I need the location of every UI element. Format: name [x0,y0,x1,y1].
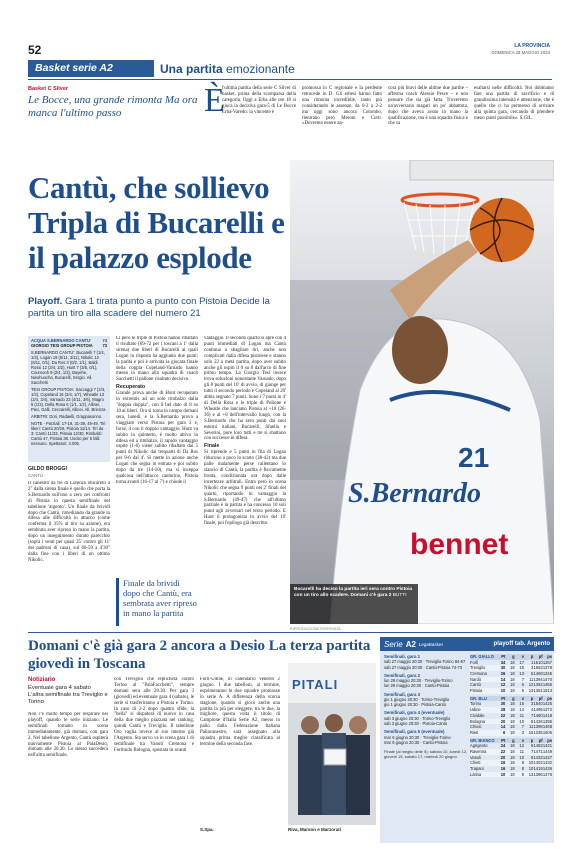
team-name: Torino [470,701,482,707]
second-deck: Eventuale gara 4 sabato L'altra semifinale tra Treviglio e Torino [28,685,108,705]
standings-cell: 18 [510,724,515,730]
standings-cell: 15 [528,729,534,735]
playoff-title-league: LegaBasket [418,641,443,647]
standings-cell: 10 [519,718,524,724]
game-line: mar 6 giugno 20:30 · Cantù-Pistoia [384,739,448,745]
team-name: Bologna [470,718,486,724]
standings-cell: 34 [500,659,506,665]
second-headline: Domani c'è già gara 2 ancora a Desio La terza partita giovedì in Toscana [28,638,371,672]
standings-cell: 1510 [533,659,543,665]
second-col-2: con Treviglio che replicherà contro Torino al "PalaFacchetti", sempre domani sera alle 20.30. Per gara 3 (giovedì) ed eventuale gara 4 (sabato), le serie si trasferiranno a Pistoia e Torino. In caso di 2-2 dopo quattro sfide, la "bella" si disputerà di nuovo in casa della due meglio piazzata nel ranking, quindi Cantù e Treviglio. Il tabellone Oro vaglia invece al suo interno già l'Argento. Sta servo va in scena gara 1 di semifinale tra Vanoli Cremona e Fortitudo Bologna, spostata in avanti [114,677,194,753]
standings-cell: 1335 [533,729,543,735]
main-sub-rest: Gara 1 tirata punto a punto con Pistoia Decide la partita un tiro alla scadere del numero 21 [28,296,270,319]
standings-cell: 18 [510,682,515,688]
team-name: Cantù [470,682,481,688]
standings-cell: 18 [510,760,515,766]
standings-col-header: ps [547,695,552,701]
standings-cell: 1468 [542,724,552,730]
jersey-sponsor: S.Bernardo [348,478,482,509]
team-name: Rieti [470,729,479,735]
standings-cell: 1378 [542,665,552,671]
main-col-1: Il canestro da tre di Lorenzo Bucarelli a 2" dalla sirena finale è quello che porta la S.Bernardo sull'uno a zero nei confronti di Pistoia in questa semifinale del tabellone 'argento'. Un finale da brividi dopo che Cantù, rimediando da grande in difesa alle difficoltà in attacco (come conferma il 35% al tiro su azione), era sembrata aver ripreso in mano la partita, dopo un inseguimento durato parecchio (sopra i venti per quasi 25' contro gli 11' dei padroni di casa), sul 66-59 a 4'30" dalla fine con i liberi di un ottimo Nikolic. [28,481,110,563]
standings-cell: 8 [531,754,534,760]
standings-cell: 1506 [542,729,552,735]
page-number: 52 [28,43,42,57]
standings-cell: 30 [500,701,506,707]
standings-cell: 10 [528,766,534,772]
team-name: Udine [470,707,481,713]
standings-cell: 13 [528,771,534,777]
standings-cell: 1540 [533,701,543,707]
main-col-2b: Grande prova anche di Hunt recuperato in extremis ad un solo rimbalzo dalla "doppia doppia", con il bel dato di 8 su 10 al liberi. Ora si torna in campo domani sera, lunedì, e la S.Bernardo prova a viaggiare verso Pistoia per gara 3 e, forse, 4 con il doppio vantaggio. Hunt va subito in quintetto, è molto attivo in difesa ed a rimbalzo, il rapido vantaggio ospite (1-6) viene subito ribaltato dai 5 punti di Nikolic dai trequarti di Da Ros per 9-6 dal 4'. Si mette in azione anche Logan che segna in entrata e poi subito dopo da tre (14-10), ma si inceppa qualcosa nell'attacco canturino, Pistoia torna avanti (16-17 al 7') e chiude il [116,391,198,485]
standings-cell: 14 [500,676,506,682]
standings-cell: 1427 [542,754,552,760]
standings-cell: 18 [510,771,515,777]
box-home-score: 74 [102,338,107,343]
main-subheadline [28,296,293,320]
standings-cell: 1495 [533,707,543,713]
team-name: Treviglio [470,665,486,671]
standings-cell: 1267 [542,659,552,665]
standings-cell: 1432 [542,760,552,766]
team-name: Latina [470,771,482,777]
standings-cell: 10 [519,754,524,760]
standings-cell: 18 [510,671,515,676]
standings-cell: 18 [510,718,515,724]
game-line: sab 27 maggio 20:30 · Cantù-Pistoia 74-73 [384,664,463,670]
standings-cell: 13 [528,688,534,694]
standings-cell: 18 [510,743,515,749]
box-home-team: ACQUA S.BERNARDO CANTU' [31,338,91,343]
game-line: lun 29 maggio 20:30 · Treviglio-Torino [384,678,453,684]
standings-cell: 1426 [533,718,543,724]
standings-cell: 18 [510,712,515,718]
standings-cell: 1421 [542,743,552,749]
main-col-3-wrap [204,336,286,626]
standings-cell: 3 [531,665,534,671]
standings-cell: 1361 [533,688,543,694]
standings-cell: 1345 [542,671,552,676]
standings-col-header: g [512,737,515,743]
team-name: Vanoli [470,754,482,760]
standings-cell: 16 [500,760,506,766]
playoff-title-a2: A2 [405,639,416,649]
player-head [392,316,448,384]
box-away-team: GIORGIO TESI GROUP PISTOIA [31,343,93,348]
standings-col-header: v [521,737,524,743]
standings-cell: 11 [529,724,534,730]
team-name: Trapani [470,766,484,772]
second-byline: S.Spa. [200,827,214,832]
standings-cell: 6 [521,682,524,688]
standings-cell: 18 [510,766,515,772]
basketball-icon [470,198,534,262]
standings [470,654,552,840]
standings-cell: 13 [519,671,524,676]
standings-row [470,730,552,736]
main-byline: GILDO BROGGI [28,466,67,472]
standings-col-header: v [521,695,524,701]
jersey-brand: bennet [410,528,509,561]
section-theme-bold: Una partita [160,62,223,76]
standings-cell: 11 [529,676,534,682]
team-name: Chieti [470,760,481,766]
standings-cell: 8 [531,718,534,724]
sub-recupero: Recuperato [116,384,146,391]
standings-cell: 1392 [533,682,543,688]
standings-cell: 1483 [533,743,543,749]
standings-row [470,688,552,694]
standings-cell: 18 [510,659,515,665]
photo-caption-box [290,584,418,624]
finals-note: Finale (al meglio delle 5): sabato 10, lunedì 12, giovedì 15, sabato 17, martedì 20 giugno. [384,749,468,760]
standings-group-name: GR. BLU [470,695,487,701]
standings-cell: 18 [510,729,515,735]
second-col-3: Forlì-Udine, in calendario venerdì 2 giugno. I due tabelloni, al termine, esprimeranno le due squadre promosse in serie A. A differenza della scorsa stagione, quando si giocò anche una partita in più per eleggere, tra le due, la migliore, questa volta il titolo di Campione d'Italia Serie A2, messo in palio dalla Federazione Italiana Pallacanestro, sarà assegnato alla squadra prima meglio classificata al termine della seconda fase. [200,677,280,747]
standings-cell: 1513 [542,688,552,694]
standings-cell: 1425 [542,701,552,707]
standings-col-header: pf [538,737,543,743]
sidebar-kicker: Basket C Silver [28,86,69,92]
standings-cell: 1386 [533,771,543,777]
standings-cell: 1398 [533,724,543,730]
sidebar-title: Le Bocce, una grande rimonta Ma ora manca l'ultimo passo [28,94,198,119]
standings-col-header: Pt [501,737,506,743]
standings-cell: 30 [500,665,506,671]
standings-cell: 5 [521,771,524,777]
team-name: Nardò [470,676,482,682]
standings-cell: 24 [500,743,506,749]
section-theme [160,61,295,77]
games-heading: Semifinali, gara 4 (eventuale) [384,710,445,716]
playoff-games [384,654,468,840]
standings-cell: 18 [510,688,515,694]
second-photo-sign: PITALI [292,677,339,692]
standings-cell: 3 [531,701,534,707]
standings-col-header: p [530,737,534,743]
standings-col-header: pf [538,654,543,659]
pullquote: Finale da brividi dopo che Cantù, era sembrata aver ripreso in mano la partita [123,578,197,618]
main-col-3b: Si riprende e 5 punti in fila di Logan riducono a poco lo scarto (38-42) ma due palle malamente perse rallentano lo slancio di Cantù, la partita è fisicamente brutta, condizionata ora dopo dalle incertezze arbitrali. Entra però in scena Nikolic che segna 9 punti nei 2' finali del quarto, riportando in vantaggio la S.Bernardo (49-47) che all'ultimo parziale è in partita e ha concesso 10 soli punti agli avversari nel terzo periodo. E Hunt il protagonista in avvio del 10' finale, poi l'epilogo già descritto. [204,450,286,527]
standings-cell: 20 [500,754,506,760]
standings-cell: 1395 [542,718,552,724]
team-name: Chiusi [470,724,482,730]
standings-cell: 6 [531,743,534,749]
sidebar-col-2: promossa in C regionale e la perdente retrocede in D. Gli erbesi hanno fatto una rimonta incredibile, tanto più considerando le assenze, da 0-2 a 2-2 ma oggi sono ancora Colombo, rientrano però Meroni e Corti. «Dovremo essere an- [302,86,382,127]
article-divider [28,632,552,633]
standings-cell: 18 [510,754,515,760]
box-away-score: 73 [102,343,107,348]
team-name: Ravenna [470,748,487,754]
standings-cell: 15 [519,665,524,671]
standings-cell: 8 [521,760,524,766]
section-theme-rest: emozionante [226,62,295,76]
main-col-3: vantaggio. Il secondo quarto si apre con 4 punti immediati di Logan ma Cantù continua a sbagliare tiri, anche non complicati dalla difesa pistoiese e stanno solo 22 a metà partita, dopo aver subito anche gli ospiti il 0 su 8 dall'arco di fine primo tempo. La Giorgio Tesi invece trova soluzioni nonostante Varnado, dopo gli 8 punti del 10' di avvio, di giunge per tutto il secondo periodo e Copeland al 20' abbia segnato 7 punti. Sono i 7 punti in 4' di Della Rosa e le triple di Pollone e Wheatle che lanciano Pistoia al +10 (26-36) e al +8 dell'intervallo lungo, con la S.Bernardo che ha zero punti dai suoi esterni italiani, Bucarelli, Sfaella e Severini, pure loro tutti e tre sì sbattono con successo in difesa. [204,336,286,442]
second-kicker: Notiziario [28,677,56,683]
standings-col-header: Pt [501,654,506,659]
playoff-title-right: playoff tab. Argento [493,641,550,647]
standings-cell: 1433 [533,754,543,760]
standings-cell: 8 [521,766,524,772]
standings-row [470,772,552,778]
second-photo [288,663,376,825]
standings-cell: 11 [519,748,524,754]
issue-date: DOMENICA 28 MAGGIO 2023 [491,50,550,55]
standings-cell: 10 [500,688,506,694]
playoff-title-serie: Serie [384,639,403,649]
standings-col-header: pf [538,695,543,701]
second-col-1: Non c'è molto tempo per respirare nei playoff, quando le serie iniziano. Le semifinali tornano in scena immediatamente, già domani, con gara 2. Nel tabellone Argento, Cantù ospiterà nuovamente Pistoia al PalaDesio, domani alle 20.30. Lo stesso succederà nell'altra semifinale, [28,712,108,759]
box-score [28,336,110,462]
sub-finale: Finale [204,443,220,450]
box-notes: NOTE - Parziali: 17-19, 31-39, 49-49. Tiri liberi: Cantù 20/26, Pistoia 11/14. Tiri da 3: Cantù 11/33, Pistoia 12/30. Rimbalzi: Cantù 47, Pistoia 38. Uscito per 5 falli: nessuno. Spettatori: 3.005. [31,421,106,446]
standings-cell: 5 [521,688,524,694]
main-headline: Cantù, che sollievo Tripla di Bucarelli e il palazzo esplode [28,170,285,275]
box-home-lines: S.BERNARDO CANTU': Bucarelli 7 (1/4, 1/3), Logan 19 (5/11, 3/11), Nikolic 12 (6/11, 0/1), Da Ros 3 (0/2, 1/1), Baldi Rossi 12 (3/4, 2/2), Hunt 7 (3/5, 0/1), Cournooh 9 (2/4, 1/3), Bayehe, Nwohuocha, Bucarelli, Sergio. All. Sacchetti [31,350,105,385]
box-away-lines: TESI GROUP PISTOIA: Saccaggi 7 (2/3, 1/3), Copeland 16 (3/4, 1/7), Wheatle 13 (2/4, 3/4), Varnado 23 (4/11, 3/6), Magro 6 (1/3), Della Rosa 6 (1/1, 1/2), Allinei, Paci, Galli, Ceccarelli, Allinei. All. Brienza [31,387,106,412]
standings-cell: 15 [519,701,524,707]
main-sub-lead: Playoff. [28,296,63,307]
standings-col-header: Pt [501,695,506,701]
standings-cell: 1418 [542,712,552,718]
standings-cell: 17 [519,659,524,665]
standings-cell: 1 [531,659,534,665]
pullquote-box [116,578,198,626]
standings-col-header: ps [547,654,552,659]
standings-cell: 1419 [533,766,543,772]
jersey-number: 21 [458,442,490,473]
standings-cell: 1456 [542,682,552,688]
standings-cell: 5 [531,671,534,676]
standings-col-header: v [521,654,524,659]
sidebar-dropcap: È [204,82,225,119]
game-line: mar 6 giugno 20:30 · Treviglio-Torino [384,734,451,740]
games-heading: Semifinali, gara 1 [384,654,421,659]
standings-cell: 20 [500,718,506,724]
photo-rights: RIPRODUZIONE RISERVATA [290,627,341,631]
standings-cell: 1468 [533,671,543,676]
standings-cell: 3 [521,729,524,735]
standings-group-name: GR. BIANCO [470,737,495,743]
standings-cell: 1471 [533,748,543,754]
standings-cell: 18 [510,707,515,713]
team-name: Cividale [470,712,485,718]
standings-cell: 7 [531,748,534,754]
team-name: Cremona [470,671,487,676]
standings-cell: 26 [500,671,506,676]
standings-cell: 14 [519,707,524,713]
box-away-row [31,343,107,348]
game-line: gio 1 giugno 20:30 · Pistoia-Cantù [384,702,446,708]
newspaper-name: LA PROVINCIA [514,43,550,49]
standings-cell: 18 [510,748,515,754]
team-name: Pistoia [470,688,483,694]
standings-cell: 12 [528,682,534,688]
standings-cell: 7 [521,676,524,682]
game-line: sab 27 maggio 20:30 · Treviglio-Torino 84-87 [384,659,466,665]
main-byline-place: CANTÙ [28,473,43,478]
standings-cell: 10 [528,760,534,766]
team-name: Agrigento [470,743,488,749]
standings-cell: 16 [500,766,506,772]
playoff-box-header [380,637,554,651]
game-line: gio 1 giugno 20:30 · Torino-Treviglio [384,697,450,703]
standings-col-header: p [530,695,534,701]
standings-cell: 28 [500,707,506,713]
standings-cell: 1372 [542,707,552,713]
photo-caption-credit: BUTTI [392,592,407,598]
main-photo [290,160,554,624]
sidebar-col-4: esaltarsi nelle difficoltà. Noi dobbiamo fare una partita di sacrificio e di grandissima intensità e attenzione, che è quello che ci ha permesso di arrivare alla quinta gara, cercando di prendere meno punti possibile». S.GIL. [474,86,554,121]
game-line: lun 29 maggio 20:30 · Cantù-Pistoia [384,683,450,689]
standings-cell: 1470 [542,676,552,682]
sidebar-col-1: l'ultima partita della serie C Silver di basket, prima della scomparsa della categoria. Oggi a Erba alle ore 18 si gioca la decisiva gara-5 di Le Bocce Erba-Varedo: la vincente è [222,86,296,115]
standings-cell: 11 [519,712,524,718]
standings-cell: 18 [510,701,515,707]
team-name: Forlì [470,659,479,665]
section-rule [28,79,552,80]
standings-cell: 22 [500,748,506,754]
sidebar-col-3: cora più bravi delle ultime due partite – afferma coach Alessio Pesce – e non pensare che sia già fatta. Troveremo un'avversaria magari un po' abbattuta, dopo che aveva avuto in mano la qualificazione, ma è una squadra fisica e che sa [388,86,468,127]
standings-group-name: GR. GIALLO [470,654,494,659]
photo-caption-bold: Bucarelli ha deciso la partita ieri sera contro Pistoia con un tiro allo scadere. Domani c'è gara 2 [294,587,413,598]
standings-cell: 1460 [533,712,543,718]
standings-cell: 12 [500,682,506,688]
games-heading: Semifinali, gara 2 [384,672,421,678]
standings-cell: 18 [510,665,515,671]
section-band [28,60,154,77]
standings-cell: 14 [500,724,506,730]
game-line: sab 3 giugno 20:30 · Torino-Treviglio [384,715,451,721]
section-label: Basket serie A2 [35,62,113,74]
standings-cell: 1436 [542,766,552,772]
games-heading: Semifinali, gara 5 (eventuale) [384,729,445,735]
standings-col-header: ps [547,737,552,743]
standings-cell: 1563 [533,665,543,671]
standings-cell: 22 [500,712,506,718]
standings-cell: 12 [519,743,524,749]
standings-cell: 1394 [533,676,543,682]
standings-cell: 10 [500,771,506,777]
standings-cell: 18 [510,676,515,682]
standings-cell: 1449 [542,748,552,754]
game-line: sab 3 giugno 20:30 · Pistoia-Cantù [384,721,448,727]
standings-col-header: g [512,654,515,659]
standings-cell: 7 [521,724,524,730]
main-col-2: Lì però le triple di Pistoia hanno ribaltato il risultato (69-72 per i toscani a 1' dalla sirena) due liberi di Bucarelli ai quali Logan in risposta ha aggiunto due punti; la parità e poi è arrivata la giocata finale della coppia Copeland-Varnado hanno messo in mano alla squadra di coach Sacchetti il pallone risultato decisivo. [116,336,198,383]
standings-cell: 1402 [533,760,543,766]
playoff-box [380,637,554,843]
box-referees: ARBITRI: Dori, Radaelli, Grappasonno. [31,414,103,419]
standings-cell: 7 [531,712,534,718]
standings-cell: 1478 [542,771,552,777]
standings-col-header: g [512,695,515,701]
photo-caption [294,587,414,599]
standings-cell: 4 [531,707,534,713]
standings-cell: 6 [503,729,506,735]
games-heading: Semifinali, gara 3 [384,691,421,697]
standings-col-header: p [530,654,534,659]
second-photo-caption: Riva, Marson e Marzorati [288,827,342,832]
